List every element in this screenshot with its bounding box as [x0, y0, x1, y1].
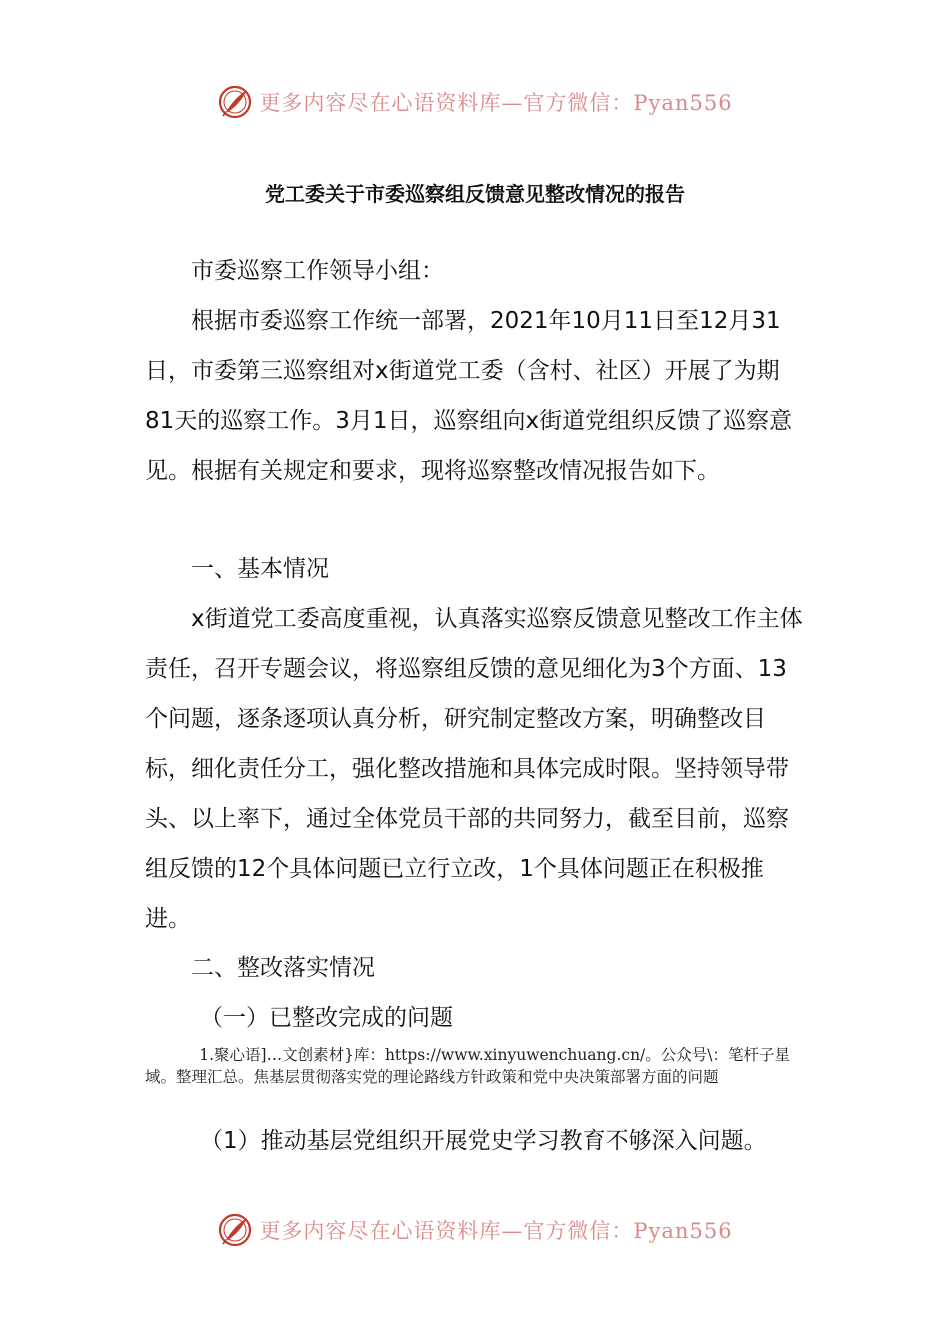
- quill-pen-logo-icon: [217, 1212, 253, 1248]
- section1-heading: 一、基本情况: [191, 556, 329, 582]
- header-banner-text: 更多内容尽在心语资料库—官方微信：Pyan556: [259, 91, 733, 115]
- salutation: 市委巡察工作领导小组：: [191, 258, 444, 284]
- source-note: 1.聚心语]…文创素材}库：https://www.xinyuwenchuang.cn/。公众号\：笔杆子星域。整理汇总。焦基层贯彻落实党的理论路线方针政策和党中央决策部署方面的问题: [145, 1046, 790, 1086]
- subsection1-heading: （一）已整改完成的问题: [200, 1005, 453, 1031]
- section1-paragraph: x街道党工委高度重视，认真落实巡察反馈意见整改工作主体责任，召开专题会议，将巡察组反馈的意见细化为3个方面、13个问题，逐条逐项认真分析，研究制定整改方案，明确整改目标，细化责任分工，强化整改措施和具体完成时限。坚持领导带头、以上率下，通过全体党员干部的共同努力，截至目前，巡察组反馈的12个具体问题已立行立改，1个具体问题正在积极推进。: [145, 606, 803, 932]
- intro-paragraph: 根据市委巡察工作统一部署，2021年10月11日至12月31日，市委第三巡察组对x街道党工委（含村、社区）开展了为期81天的巡察工作。3月1日，巡察组向x街道党组织反馈了巡察意见。根据有关规定和要求，现将巡察整改情况报告如下。: [145, 308, 793, 484]
- intro-paragraph-block: [145, 296, 805, 496]
- footer-banner-text: 更多内容尽在心语资料库—官方微信：Pyan556: [259, 1219, 733, 1243]
- footer-banner: [0, 1208, 950, 1252]
- header-banner: [0, 80, 950, 124]
- quill-pen-logo-icon: [217, 84, 253, 120]
- section1-paragraph-block: [145, 594, 805, 944]
- document-title: 党工委关于市委巡察组反馈意见整改情况的报告: [265, 182, 685, 206]
- section2-heading: 二、整改落实情况: [191, 955, 375, 981]
- item1-heading: （1）推动基层党组织开展党史学习教育不够深入问题。: [200, 1128, 767, 1154]
